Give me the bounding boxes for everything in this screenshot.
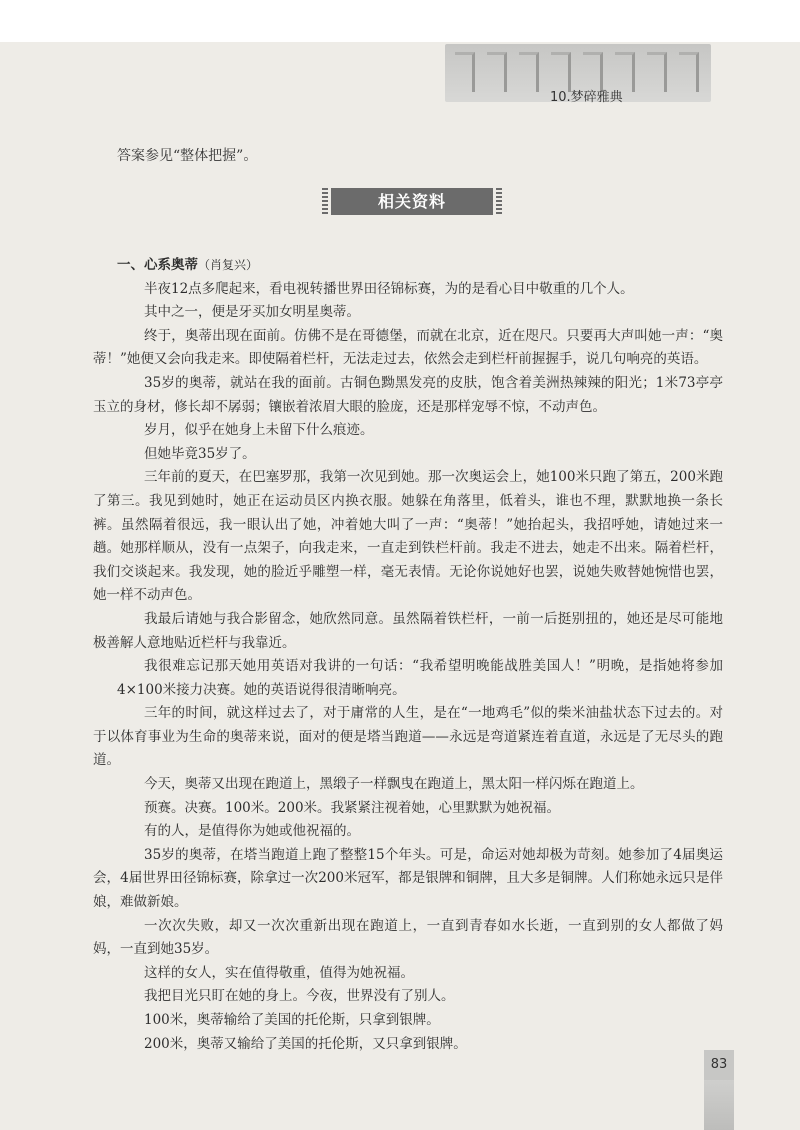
paragraph: 我最后请她与我合影留念，她欣然同意。虽然隔着铁栏杆，一前一后挺别扭的，她还是尽可能地极善解人意地贴近栏杆与我靠近。 bbox=[93, 610, 723, 651]
section-title: 相关资料 bbox=[331, 188, 493, 215]
answer-note: 答案参见“整体把握”。 bbox=[117, 148, 258, 164]
article-author: （肖复兴） bbox=[198, 258, 259, 272]
paragraph: 今天，奥蒂又出现在跑道上，黑缎子一样飘曳在跑道上，黑太阳一样闪烁在跑道上。 bbox=[144, 776, 644, 793]
chapter-title: 10.梦碎雅典 bbox=[550, 90, 623, 105]
article-heading-text: 一、心系奥蒂 bbox=[117, 257, 198, 273]
paragraph: 有的人，是值得你为她或他祝福的。 bbox=[144, 823, 360, 840]
decor-bar bbox=[679, 52, 699, 92]
decor-bar bbox=[519, 52, 539, 92]
paragraph: 这样的女人，实在值得敬重，值得为她祝福。 bbox=[144, 964, 414, 981]
article-heading bbox=[117, 254, 723, 278]
paragraph: 100米，奥蒂输给了美国的托伦斯，只拿到银牌。 bbox=[144, 1012, 440, 1028]
paragraph: 我把目光只盯在她的身上。今夜，世界没有了别人。 bbox=[144, 988, 455, 1005]
page-edge-strip bbox=[704, 1080, 734, 1130]
article bbox=[93, 254, 723, 1056]
page-number: 83 bbox=[704, 1050, 734, 1080]
paragraph: 岁月，似乎在她身上未留下什么痕迹。 bbox=[144, 422, 374, 439]
paragraph: 三年的时间，就这样过去了，对于庸常的人生，是在“一地鸡毛”似的柴米油盐状态下过去的。对于以体育事业为生命的奥蒂来说，面对的便是塔当跑道——永远是弯道紧连着直道，永远是了无尽头的跑道。 bbox=[93, 705, 723, 769]
paragraph: 其中之一，便是牙买加女明星奥蒂。 bbox=[144, 304, 360, 321]
paragraph: 终于，奥蒂出现在面前。仿佛不是在哥德堡，而就在北京，近在咫尺。只要再大声叫她一声：“奥蒂！”她便又会向我走来。即使隔着栏杆，无法走过去，依然会走到栏杆前握握手，说几句响亮的英语。 bbox=[93, 327, 723, 368]
paragraph: 预赛。决赛。100米。200米。我紧紧注视着她，心里默默为她祝福。 bbox=[144, 799, 561, 816]
decor-bar bbox=[455, 52, 475, 92]
paragraph: 三年前的夏天，在巴塞罗那，我第一次见到她。那一次奥运会上，她100米只跑了第五，200米跑了第三。我见到她时，她正在运动员区内换衣服。她躲在角落里，低着头，谁也不理，默默地换一条长裤。虽然隔着很远，我一眼认出了她，冲着她大叫了一声：“奥蒂！”她抬起头，我招呼她，请她过来一趟。她那样顺从，没有一点架子，向我走来，一直走到铁栏杆前。我走不进去，她走不出来。隔着栏杆，我们交谈起来。我发现，她的脸近乎雕塑一样，毫无表情。无论你说她好也罢，说她失败替她惋惜也罢，她一样不动声色。 bbox=[93, 469, 723, 604]
paragraph: 半夜12点多爬起来，看电视转播世界田径锦标赛，为的是看心目中敬重的几个人。 bbox=[144, 280, 634, 297]
paragraph: 200米，奥蒂又输给了美国的托伦斯，又只拿到银牌。 bbox=[144, 1035, 467, 1052]
paragraph: 一次次失败，却又一次次重新出现在跑道上，一直到青春如水长逝，一直到别的女人都做了妈妈，一直到她35岁。 bbox=[93, 917, 723, 958]
decor-bar bbox=[647, 52, 667, 92]
paragraph: 我很难忘记那天她用英语对我讲的一句话：“我希望明晚能战胜美国人！”明晚，是指她将参加4×100米接力决赛。她的英语说得很清晰响亮。 bbox=[117, 658, 723, 698]
paragraph: 35岁的奥蒂，在塔当跑道上跑了整整15个年头。可是，命运对她却极为苛刻。她参加了4届奥运会，4届世界田径锦标赛，除拿过一次200米冠军，都是银牌和铜牌，且大多是铜牌。人们称她永远只是伴娘，难做新娘。 bbox=[93, 846, 723, 911]
paragraph: 35岁的奥蒂，就站在我的面前。古铜色黝黑发亮的皮肤，饱含着美洲热辣辣的阳光；1米73亭亭玉立的身材，修长却不孱弱；镶嵌着浓眉大眼的脸庞，还是那样宠辱不惊，不动声色。 bbox=[93, 374, 723, 415]
decor-bar bbox=[487, 52, 507, 92]
paragraph: 但她毕竟35岁了。 bbox=[144, 445, 256, 462]
